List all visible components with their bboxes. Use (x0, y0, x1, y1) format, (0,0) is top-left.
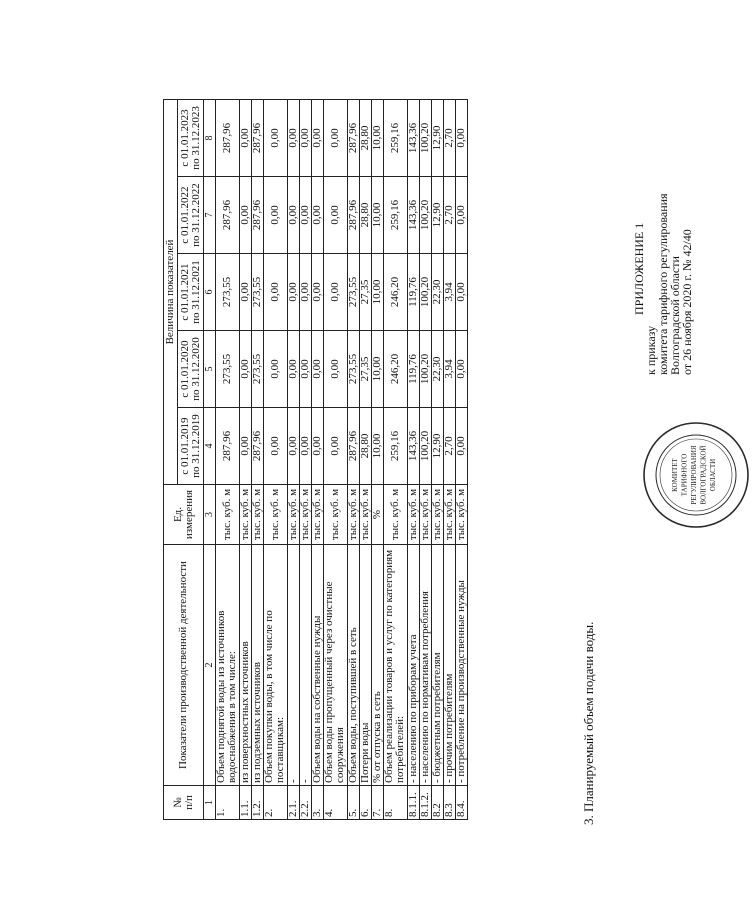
row-unit: тыс. куб. м (444, 485, 456, 545)
row-indicator: Объем поднятой воды из источников водоснабжения в том числе: (216, 545, 240, 786)
row-value: 287,96 (252, 408, 264, 485)
row-value: 22,30 (432, 254, 444, 331)
row-value: 143,36 (408, 177, 420, 254)
row-value: 2,70 (444, 408, 456, 485)
annex-line-4: от 26 ноября 2020 г. № 42/40 (680, 229, 694, 375)
row-value: 2,70 (444, 99, 456, 176)
row-value: 0,00 (288, 177, 300, 254)
row-number: 3. (312, 786, 324, 820)
seal-graphic (641, 420, 751, 530)
row-value: 22,30 (432, 331, 444, 408)
row-value: 0,00 (324, 177, 348, 254)
row-value: 287,96 (216, 99, 240, 176)
row-unit: тыс. куб. м (312, 485, 324, 545)
row-number: 2. (264, 786, 288, 820)
header-number: № п/п (164, 786, 204, 820)
row-value: 259,16 (384, 408, 408, 485)
header-period-4: с 01.01.2022 по 31.12.2022 (178, 177, 204, 254)
row-number: 1.1. (240, 786, 252, 820)
official-seal (641, 420, 751, 530)
row-value: 0,00 (456, 408, 468, 485)
row-value: 0,00 (324, 331, 348, 408)
row-number: 8.2 (432, 786, 444, 820)
row-value: 143,36 (408, 99, 420, 176)
row-value: 0,00 (456, 254, 468, 331)
header-period-3: с 01.01.2021 по 31.12.2021 (178, 254, 204, 331)
row-value: 3,94 (444, 331, 456, 408)
row-value: 0,00 (456, 177, 468, 254)
row-number: 5. (348, 786, 360, 820)
row-value: 0,00 (288, 408, 300, 485)
seal-text-line: ТАРИФНОГО (680, 453, 689, 497)
row-number: 7. (372, 786, 384, 820)
row-value: 100,20 (420, 177, 432, 254)
rotated-page (163, 75, 717, 845)
row-indicator: - (300, 545, 312, 786)
header-column-number: 5 (204, 331, 216, 408)
row-value: 119,76 (408, 254, 420, 331)
row-indicator: Объем реализации товаров и услуг по категориям потребителей: (384, 545, 408, 786)
row-value: 12,90 (432, 408, 444, 485)
row-value: 0,00 (264, 408, 288, 485)
row-number: 8.1.2. (420, 786, 432, 820)
row-value: 100,20 (420, 99, 432, 176)
row-value: 12,90 (432, 99, 444, 176)
row-value: 273,55 (252, 254, 264, 331)
row-value: 0,00 (300, 408, 312, 485)
row-value: 0,00 (240, 99, 252, 176)
row-indicator: - бюджетным потребителям (432, 545, 444, 786)
row-unit: % (372, 485, 384, 545)
seal-text-line: КОМИТЕТ (671, 458, 679, 492)
row-indicator: - населению по приборам учета (408, 545, 420, 786)
row-value: 28,80 (360, 408, 372, 485)
row-value: 0,00 (312, 254, 324, 331)
row-value: 287,96 (216, 408, 240, 485)
row-value: 287,96 (252, 177, 264, 254)
header-values-group: Величина показателей (164, 99, 178, 484)
row-value: 0,00 (312, 408, 324, 485)
row-value: 259,16 (384, 177, 408, 254)
annex-note (633, 165, 693, 375)
row-value: 0,00 (312, 177, 324, 254)
row-unit: тыс. куб. м (408, 485, 420, 545)
row-value: 10,00 (372, 99, 384, 176)
row-value: 27,35 (360, 254, 372, 331)
table-row (252, 99, 264, 819)
row-indicator: - потребление на производственные нужды (456, 545, 468, 786)
row-value: 0,00 (264, 177, 288, 254)
table-wrapper (163, 100, 573, 820)
row-value: 12,90 (432, 177, 444, 254)
row-unit: тыс. куб. м (360, 485, 372, 545)
row-value: 0,00 (264, 254, 288, 331)
row-unit: тыс. куб. м (420, 485, 432, 545)
table-row (360, 99, 372, 819)
row-value: 0,00 (324, 408, 348, 485)
row-unit: тыс. куб. м (324, 485, 348, 545)
row-value: 0,00 (240, 408, 252, 485)
row-value: 273,55 (216, 254, 240, 331)
header-period-2: с 01.01.2020 по 31.12.2020 (178, 331, 204, 408)
row-value: 10,00 (372, 254, 384, 331)
table-row (432, 99, 444, 819)
water-supply-table (163, 99, 468, 820)
row-value: 100,20 (420, 331, 432, 408)
row-unit: тыс. куб. м (300, 485, 312, 545)
row-value: 0,00 (312, 99, 324, 176)
annex-line-2: комитета тарифного регулирования (656, 193, 670, 375)
row-value: 10,00 (372, 177, 384, 254)
row-value: 0,00 (324, 254, 348, 331)
table-row (456, 99, 468, 819)
row-unit: тыс. куб. м (264, 485, 288, 545)
row-value: 273,55 (252, 331, 264, 408)
row-value: 0,00 (240, 331, 252, 408)
row-indicator: из поверхностных источников (240, 545, 252, 786)
row-number: 2.2. (300, 786, 312, 820)
header-unit: Ед. измерения (164, 485, 204, 545)
row-unit: тыс. куб. м (216, 485, 240, 545)
row-value: 27,35 (360, 331, 372, 408)
row-value: 287,96 (252, 99, 264, 176)
row-value: 0,00 (456, 331, 468, 408)
row-number: 4. (324, 786, 348, 820)
row-value: 0,00 (300, 331, 312, 408)
row-unit: тыс. куб. м (252, 485, 264, 545)
row-value: 28,80 (360, 177, 372, 254)
row-indicator: Объем воды, поступившей в сеть (348, 545, 360, 786)
row-value: 0,00 (300, 99, 312, 176)
row-value: 246,20 (384, 254, 408, 331)
row-number: 6. (360, 786, 372, 820)
row-unit: тыс. куб. м (240, 485, 252, 545)
table-row (312, 99, 324, 819)
row-value: 0,00 (300, 177, 312, 254)
table-row (384, 99, 408, 819)
table-row (300, 99, 312, 819)
row-indicator: % от отпуска в сеть (372, 545, 384, 786)
row-indicator: Объем покупки воды, в том числе по поставщикам: (264, 545, 288, 786)
row-value: 273,55 (348, 331, 360, 408)
row-value: 0,00 (288, 331, 300, 408)
section-caption: 3. Планируемый объем подачи воды. (581, 621, 596, 825)
header-column-number: 7 (204, 177, 216, 254)
row-unit: тыс. куб. м (288, 485, 300, 545)
row-unit: тыс. куб. м (456, 485, 468, 545)
row-value: 100,20 (420, 408, 432, 485)
row-indicator: из подземных источников (252, 545, 264, 786)
header-column-number: 6 (204, 254, 216, 331)
row-value: 287,96 (216, 177, 240, 254)
table-row (216, 99, 240, 819)
header-period-5: с 01.01.2023 по 31.12.2023 (178, 99, 204, 176)
row-indicator: Потери воды (360, 545, 372, 786)
row-value: 287,96 (348, 99, 360, 176)
row-value: 0,00 (312, 331, 324, 408)
row-value: 2,70 (444, 177, 456, 254)
header-column-number: 2 (204, 545, 216, 786)
row-value: 3,94 (444, 254, 456, 331)
annex-line-3: Волгоградской области (668, 256, 682, 375)
table-row (444, 99, 456, 819)
row-number: 1.2. (252, 786, 264, 820)
header-column-number: 3 (204, 485, 216, 545)
table-row (240, 99, 252, 819)
row-value: 287,96 (348, 408, 360, 485)
row-number: 2.1. (288, 786, 300, 820)
header-column-number: 4 (204, 408, 216, 485)
row-value: 10,00 (372, 408, 384, 485)
row-value: 10,00 (372, 331, 384, 408)
annex-title: ПРИЛОЖЕНИЕ 1 (632, 222, 646, 315)
seal-text-line: ОБЛАСТИ (709, 458, 717, 492)
row-value: 287,96 (348, 177, 360, 254)
header-period-1: с 01.01.2019 по 31.12.2019 (178, 408, 204, 485)
row-value: 100,20 (420, 254, 432, 331)
table-row (324, 99, 348, 819)
row-value: 0,00 (264, 331, 288, 408)
row-number: 8. (384, 786, 408, 820)
row-value: 273,55 (348, 254, 360, 331)
row-indicator: - прочим потребителям (444, 545, 456, 786)
annex-line-1: к приказу (644, 325, 658, 375)
table-row (264, 99, 288, 819)
row-value: 143,36 (408, 408, 420, 485)
row-indicator: - населению по нормативам потребления (420, 545, 432, 786)
row-value: 0,00 (324, 99, 348, 176)
header-column-number: 8 (204, 99, 216, 176)
seal-text-line: РЕГУЛИРОВАНИЯ (690, 445, 698, 505)
table-row (420, 99, 432, 819)
table-row (372, 99, 384, 819)
row-number: 1. (216, 786, 240, 820)
row-number: 8.1.1. (408, 786, 420, 820)
row-unit: тыс. куб. м (432, 485, 444, 545)
row-value: 0,00 (240, 177, 252, 254)
row-value: 259,16 (384, 99, 408, 176)
row-value: 0,00 (264, 99, 288, 176)
table-row (408, 99, 420, 819)
table-row (348, 99, 360, 819)
row-value: 0,00 (288, 99, 300, 176)
row-value: 0,00 (456, 99, 468, 176)
row-indicator: Объем воды на собственные нужды (312, 545, 324, 786)
seal-text-line: ВОЛГОГРАДСКОЙ (699, 445, 708, 505)
table-row (288, 99, 300, 819)
row-value: 0,00 (288, 254, 300, 331)
row-value: 28,80 (360, 99, 372, 176)
row-number: 8.3 (444, 786, 456, 820)
header-column-number: 1 (204, 786, 216, 820)
row-value: 273,55 (216, 331, 240, 408)
row-value: 0,00 (240, 254, 252, 331)
row-unit: тыс. куб. м (384, 485, 408, 545)
row-indicator: Объем воды пропущенный через очистные сооружения (324, 545, 348, 786)
row-value: 119,76 (408, 331, 420, 408)
row-value: 0,00 (300, 254, 312, 331)
row-unit: тыс. куб. м (348, 485, 360, 545)
row-number: 8.4. (456, 786, 468, 820)
header-indicator: Показатели производственной деятельности (164, 545, 204, 786)
row-value: 246,20 (384, 331, 408, 408)
row-indicator: - (288, 545, 300, 786)
